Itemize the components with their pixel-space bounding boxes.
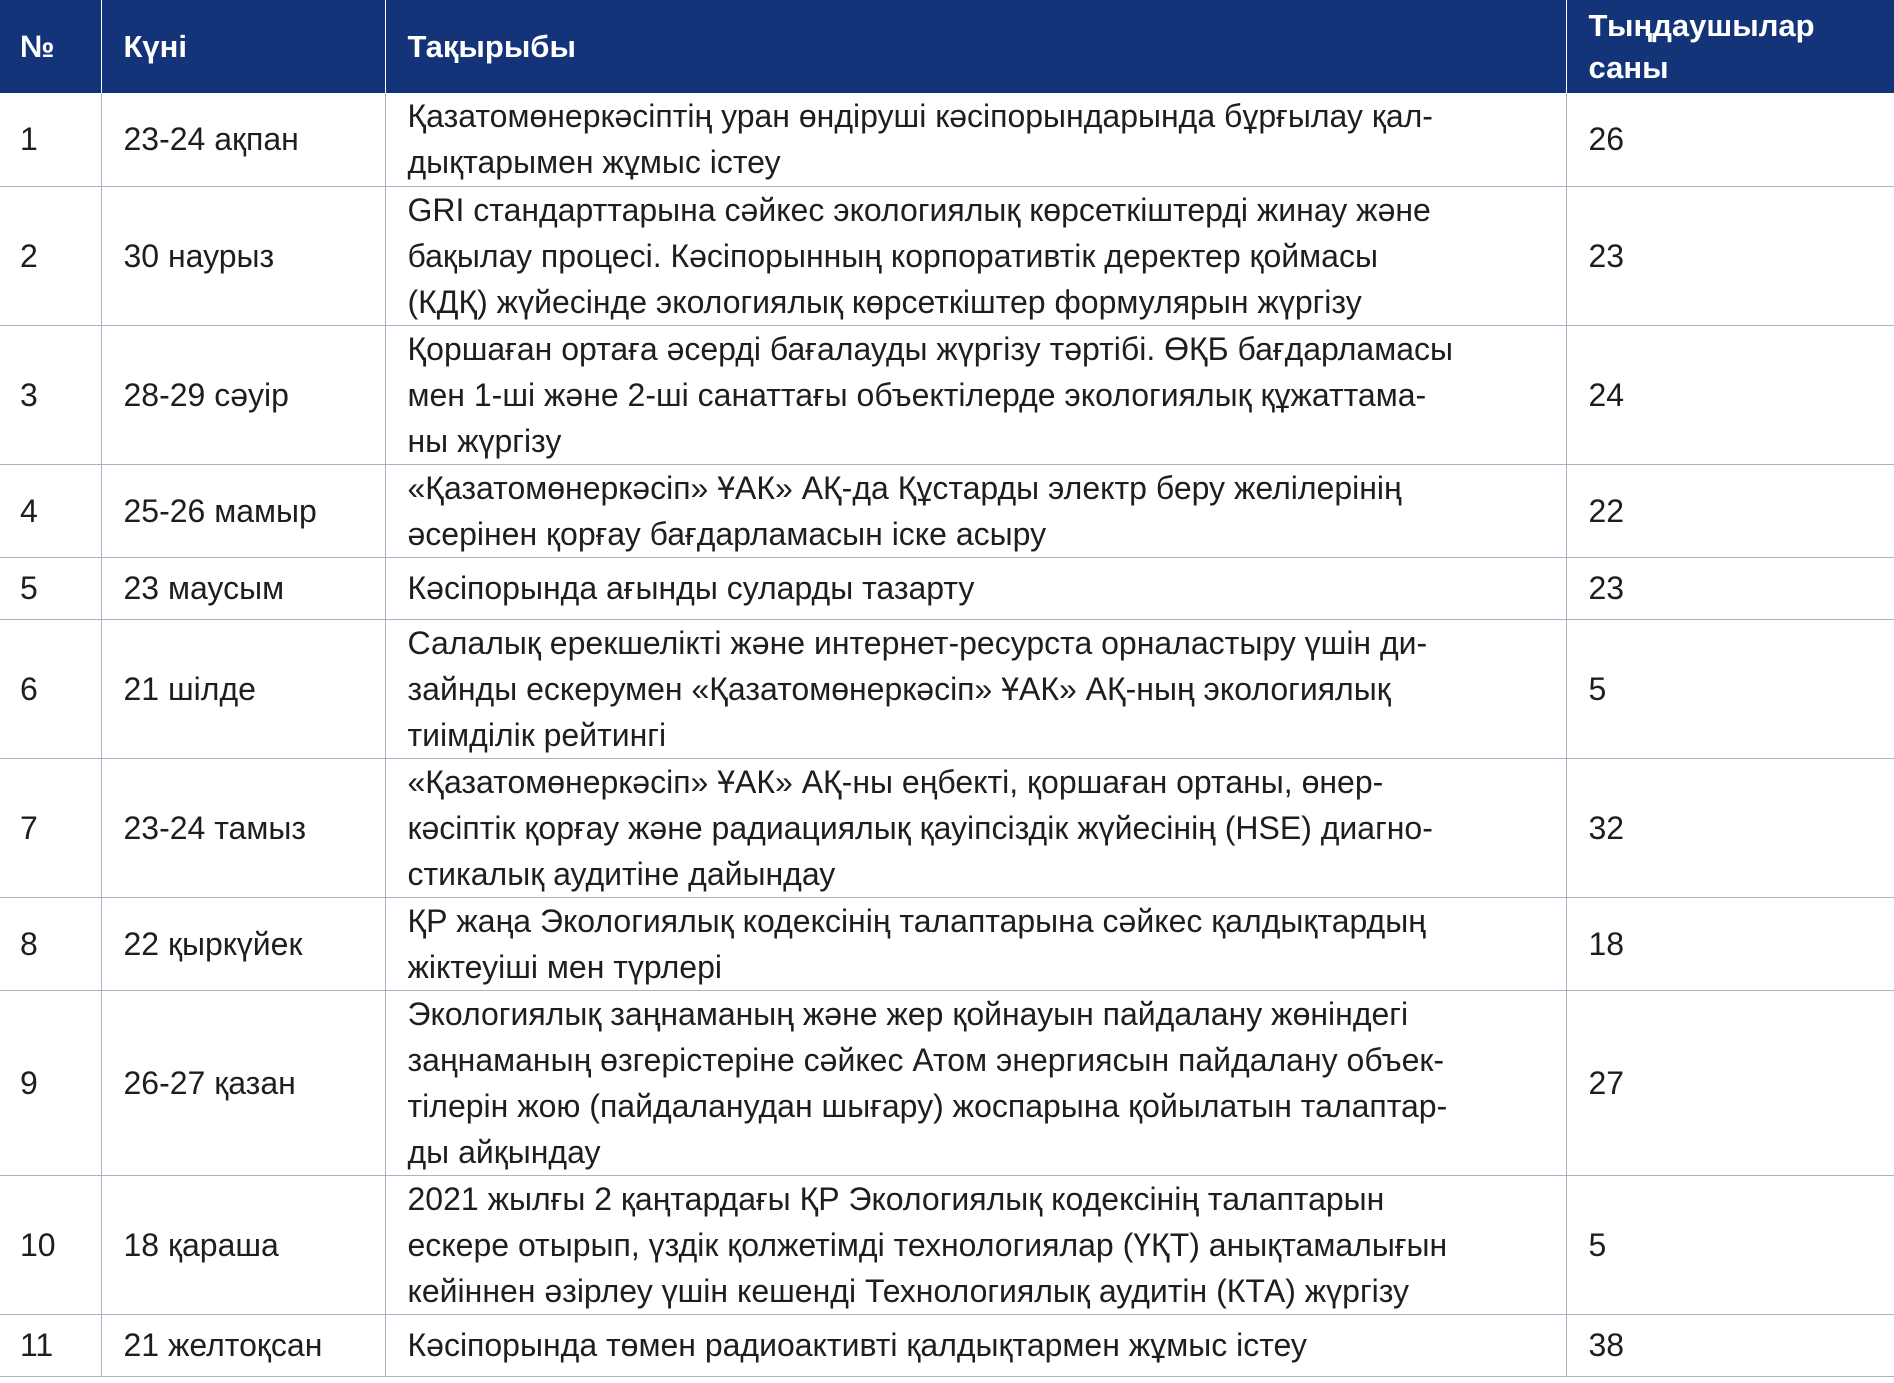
- topic-line: Кәсіпорында төмен радиоактивті қалдықтармен жұмыс істеу: [407, 1327, 1307, 1363]
- row-date-cell: 21 шілде: [101, 619, 385, 758]
- row-listeners-cell: 38: [1566, 1314, 1894, 1376]
- row-date-cell: 23-24 тамыз: [101, 758, 385, 897]
- row-date-cell: 26-27 қазан: [101, 990, 385, 1175]
- row-number-cell: 8: [0, 897, 101, 990]
- row-topic-cell: [385, 325, 1566, 464]
- topic-line: бақылау процесі. Кәсіпорынның корпоративтік деректер қоймасы: [407, 237, 1378, 274]
- topic-line: Экологиялық заңнаманың және жер қойнауын пайдалану жөніндегі: [407, 995, 1409, 1032]
- row-number-cell: 2: [0, 186, 101, 325]
- row-listeners-cell: 26: [1566, 93, 1894, 186]
- topic-line: Қазатомөнеркәсіптің уран өндіруші кәсіпорындарында бұрғылау қал-: [407, 98, 1433, 135]
- topic-line: ды айқындау: [407, 1133, 601, 1170]
- table-row: [0, 557, 1894, 619]
- row-number-cell: 7: [0, 758, 101, 897]
- row-listeners-cell: 23: [1566, 186, 1894, 325]
- topic-line: Қоршаған ортаға әсерді бағалауды жүргізу тәртібі. ӨҚБ бағдарламасы: [407, 330, 1454, 367]
- table-row: [0, 990, 1894, 1175]
- row-number-cell: 1: [0, 93, 101, 186]
- row-listeners-cell: 5: [1566, 619, 1894, 758]
- row-topic-cell: [385, 758, 1566, 897]
- row-topic-cell: [385, 93, 1566, 186]
- row-topic-cell: [385, 1175, 1566, 1314]
- table-row: [0, 464, 1894, 557]
- row-date-cell: 23-24 ақпан: [101, 93, 385, 186]
- row-listeners-cell: 27: [1566, 990, 1894, 1175]
- topic-line: жіктеуіші мен түрлері: [407, 948, 722, 985]
- topic-line: мен 1-ші және 2-ші санаттағы объектілерде экологиялық құжаттама-: [407, 376, 1427, 413]
- topic-line: кәсіптік қорғау және радиациялық қауіпсіздік жүйесінің (HSE) диагно-: [407, 809, 1433, 846]
- header-topic: Тақырыбы: [385, 0, 1566, 93]
- topic-line: «Қазатомөнеркәсіп» ҰАК» АҚ-да Құстарды электр беру желілерінің: [407, 469, 1402, 506]
- row-topic-cell: [385, 990, 1566, 1175]
- topic-line: Салалық ерекшелікті және интернет-ресурста орналастыру үшін ди-: [407, 624, 1428, 661]
- topic-line: кейіннен әзірлеу үшін кешенді Технологиялық аудитін (КТА) жүргізу: [407, 1272, 1410, 1309]
- topic-line: ны жүргізу: [407, 422, 562, 459]
- row-date-cell: 30 наурыз: [101, 186, 385, 325]
- table-row: [0, 1175, 1894, 1314]
- table-row: [0, 619, 1894, 758]
- row-date-cell: 25-26 мамыр: [101, 464, 385, 557]
- row-topic-cell: [385, 557, 1566, 619]
- header-row: [0, 0, 1894, 93]
- row-listeners-cell: 5: [1566, 1175, 1894, 1314]
- table-body: [0, 93, 1894, 1376]
- topic-line: ҚР жаңа Экологиялық кодексінің талаптарына сәйкес қалдықтардың: [407, 902, 1426, 939]
- row-number-cell: 9: [0, 990, 101, 1175]
- row-number-cell: 5: [0, 557, 101, 619]
- topic-line: Кәсіпорында ағынды суларды тазарту: [407, 570, 975, 606]
- row-listeners-cell: 22: [1566, 464, 1894, 557]
- row-number-cell: 10: [0, 1175, 101, 1314]
- row-number-cell: 6: [0, 619, 101, 758]
- topic-line: «Қазатомөнеркәсіп» ҰАК» АҚ-ны еңбекті, қоршаған ортаны, өнер-: [407, 763, 1384, 800]
- table-row: [0, 93, 1894, 186]
- row-listeners-cell: 23: [1566, 557, 1894, 619]
- header-listeners-line2: саны: [1588, 49, 1669, 85]
- header-number: №: [0, 0, 101, 93]
- header-listeners: [1566, 0, 1894, 93]
- table-row: [0, 325, 1894, 464]
- row-listeners-cell: 32: [1566, 758, 1894, 897]
- topic-line: GRI стандарттарына сәйкес экологиялық көрсеткіштерді жинау және: [407, 191, 1431, 228]
- row-topic-cell: [385, 897, 1566, 990]
- row-topic-cell: [385, 619, 1566, 758]
- topic-line: (КДҚ) жүйесінде экологиялық көрсеткіштер формулярын жүргізу: [407, 283, 1362, 320]
- row-date-cell: 18 қараша: [101, 1175, 385, 1314]
- row-date-cell: 21 желтоқсан: [101, 1314, 385, 1376]
- row-topic-cell: [385, 1314, 1566, 1376]
- table-row: [0, 186, 1894, 325]
- row-listeners-cell: 24: [1566, 325, 1894, 464]
- topic-line: дықтарымен жұмыс істеу: [407, 144, 781, 181]
- row-topic-cell: [385, 186, 1566, 325]
- table-header: [0, 0, 1894, 93]
- table-row: [0, 897, 1894, 990]
- row-date-cell: 28-29 сәуір: [101, 325, 385, 464]
- row-listeners-cell: 18: [1566, 897, 1894, 990]
- topic-line: ескере отырып, үздік қолжетімді технологиялар (ҮҚТ) анықтамалығын: [407, 1226, 1448, 1263]
- table-row: [0, 1314, 1894, 1376]
- topic-line: зайнды ескерумен «Қазатомөнеркәсіп» ҰАК» АҚ-ның экологиялық: [407, 670, 1391, 707]
- topic-line: тілерін жою (пайдаланудан шығару) жоспарына қойылатын талаптар-: [407, 1087, 1448, 1124]
- header-listeners-line1: Тыңдаушылар: [1588, 7, 1815, 43]
- topic-line: стикалық аудитіне дайындау: [407, 855, 836, 892]
- header-date: Күні: [101, 0, 385, 93]
- topic-line: 2021 жылғы 2 қаңтардағы ҚР Экологиялық кодексінің талаптарын: [407, 1180, 1385, 1217]
- row-number-cell: 4: [0, 464, 101, 557]
- row-date-cell: 22 қыркүйек: [101, 897, 385, 990]
- row-date-cell: 23 маусым: [101, 557, 385, 619]
- row-topic-cell: [385, 464, 1566, 557]
- topic-line: заңнаманың өзгерістеріне сәйкес Атом энергиясын пайдалану объек-: [407, 1041, 1445, 1078]
- row-number-cell: 3: [0, 325, 101, 464]
- table-row: [0, 758, 1894, 897]
- topic-line: тиімділік рейтингі: [407, 716, 667, 753]
- row-number-cell: 11: [0, 1314, 101, 1376]
- topic-line: әсерінен қорғау бағдарламасын іске асыру: [407, 515, 1047, 552]
